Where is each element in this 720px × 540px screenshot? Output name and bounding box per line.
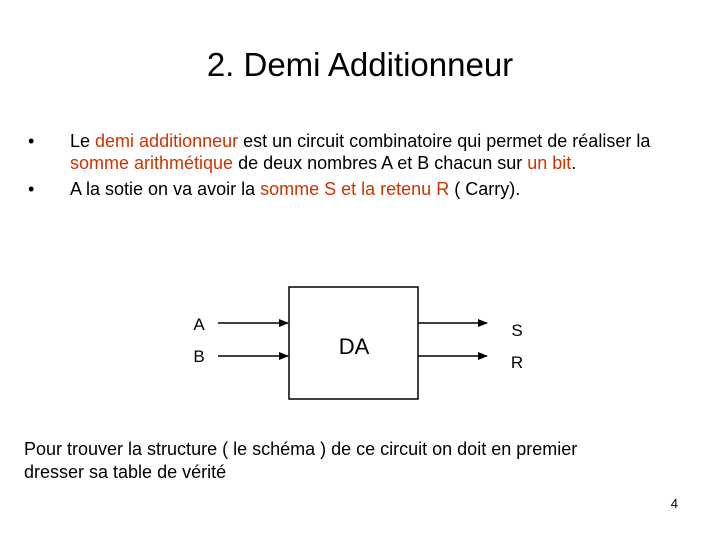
page-number: 4 [670, 496, 678, 511]
output-label-r: R [510, 353, 524, 372]
highlight-term: somme arithmétique [70, 153, 234, 173]
slide-title: 2. Demi Additionneur [206, 46, 514, 83]
bullet-text: A la sotie on va avoir la [70, 179, 261, 199]
bullet-text: ( Carry). [449, 179, 521, 199]
bullet-text: de deux nombres A et B chacun sur [233, 153, 528, 173]
input-label-a: A [193, 315, 205, 334]
output-label-s: S [511, 321, 523, 340]
highlight-term: demi additionneur [95, 131, 239, 151]
input-label-b: B [193, 347, 205, 366]
truth-table-note: Pour trouver la structure ( le schéma ) de ce circuit on doit en premier dresser sa table de vérité [24, 439, 578, 482]
bullet-marker: • [28, 131, 35, 151]
bullet-marker: • [28, 179, 35, 199]
highlight-term: un bit [527, 153, 572, 173]
bullet-text: est un circuit combinatoire qui permet de réaliser la [238, 131, 651, 151]
bullet-text: . [571, 153, 577, 173]
bullet-text: Le [70, 131, 96, 151]
block-label: DA [338, 334, 370, 359]
highlight-term: somme S et la retenu R [260, 179, 450, 199]
